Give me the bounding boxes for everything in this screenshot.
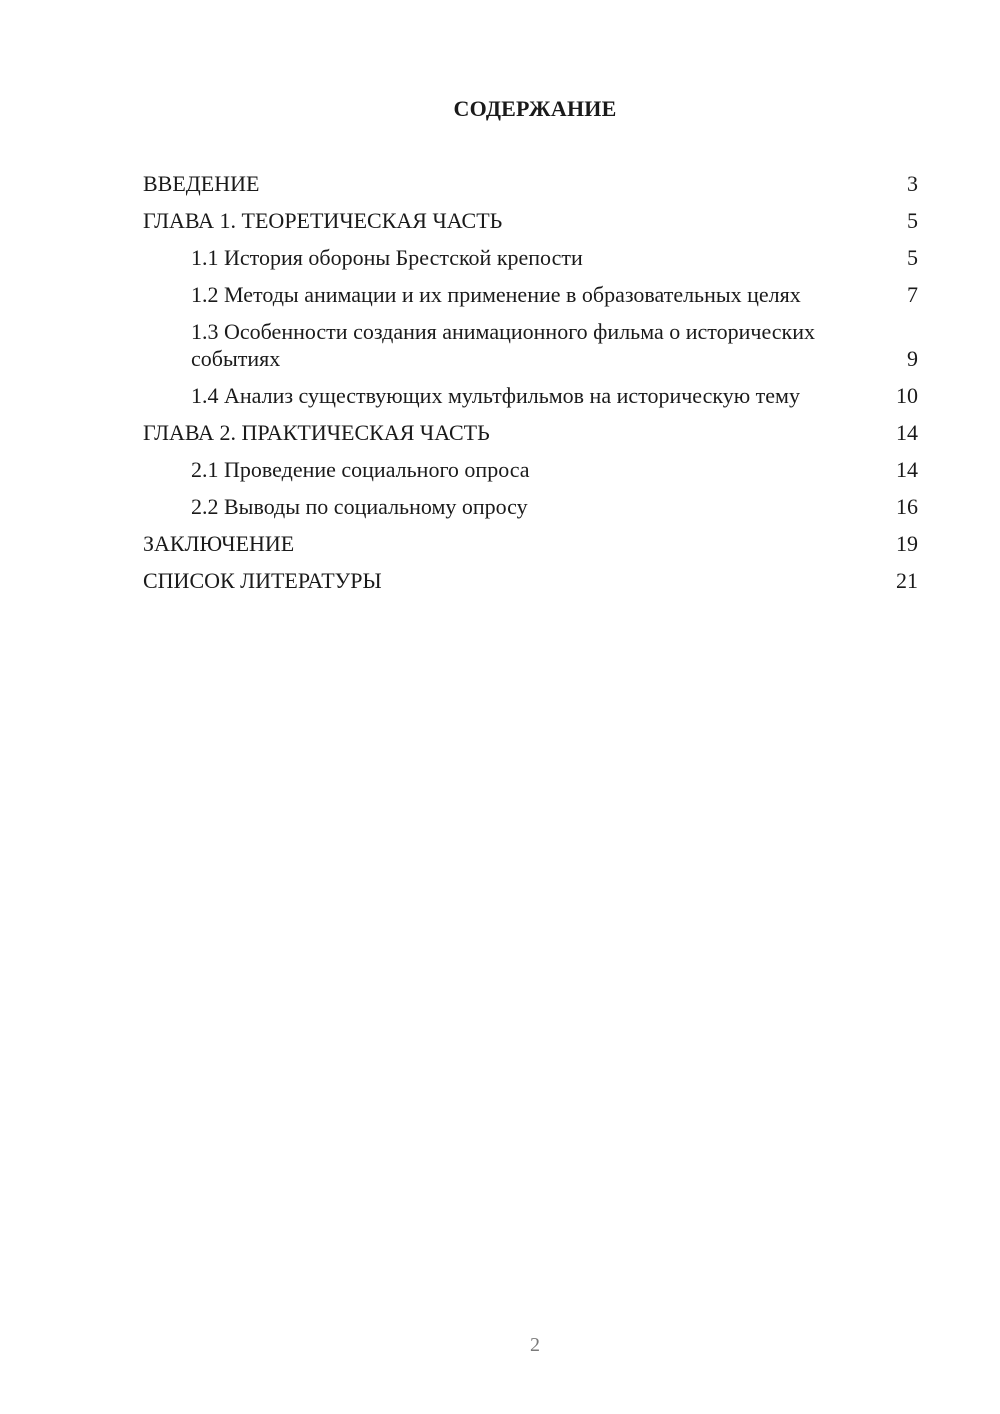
toc-entry-section-1-3[interactable] xyxy=(143,318,918,372)
toc-entry-page: 10 xyxy=(896,383,918,408)
toc-entry-page: 16 xyxy=(896,494,918,519)
table-of-contents xyxy=(143,170,918,604)
toc-entry-title: 2.1 Проведение социального опроса xyxy=(191,457,530,482)
toc-entry-title: ВВЕДЕНИЕ xyxy=(143,171,260,196)
toc-entry-bibliography[interactable] xyxy=(143,567,918,594)
toc-entry-chapter-2[interactable] xyxy=(143,419,918,446)
toc-entry-title: СПИСОК ЛИТЕРАТУРЫ xyxy=(143,568,382,593)
toc-entry-title: 2.2 Выводы по социальному опросу xyxy=(191,494,528,519)
toc-entry-title: 1.3 Особенности создания анимационного фильма о исторических событиях xyxy=(191,319,815,371)
toc-entry-section-1-4[interactable] xyxy=(143,382,918,409)
toc-entry-page: 7 xyxy=(907,282,918,307)
toc-entry-title: ЗАКЛЮЧЕНИЕ xyxy=(143,531,295,556)
toc-entry-section-1-2[interactable] xyxy=(143,281,918,308)
toc-entry-conclusion[interactable] xyxy=(143,530,918,557)
toc-entry-page: 14 xyxy=(896,420,918,445)
toc-entry-title: 1.1 История обороны Брестской крепости xyxy=(191,245,583,270)
toc-entry-page: 21 xyxy=(896,568,918,593)
toc-entry-title: 1.4 Анализ существующих мультфильмов на историческую тему xyxy=(191,383,800,408)
toc-entry-page: 14 xyxy=(896,457,918,482)
toc-entry-title: ГЛАВА 2. ПРАКТИЧЕСКАЯ ЧАСТЬ xyxy=(143,420,490,445)
toc-entry-page: 5 xyxy=(907,245,918,270)
toc-entry-chapter-1[interactable] xyxy=(143,207,918,234)
toc-entry-page: 5 xyxy=(907,208,918,233)
toc-entry-title: ГЛАВА 1. ТЕОРЕТИЧЕСКАЯ ЧАСТЬ xyxy=(143,208,503,233)
page-number: 2 xyxy=(530,1334,540,1356)
toc-entry-section-2-2[interactable] xyxy=(143,493,918,520)
toc-entry-introduction[interactable] xyxy=(143,170,918,197)
toc-entry-page: 9 xyxy=(907,346,918,371)
page-title: СОДЕРЖАНИЕ xyxy=(453,96,617,121)
toc-entry-section-2-1[interactable] xyxy=(143,456,918,483)
toc-entry-title: 1.2 Методы анимации и их применение в образовательных целях xyxy=(191,282,801,307)
toc-entry-page: 3 xyxy=(907,171,918,196)
toc-entry-page: 19 xyxy=(896,531,918,556)
toc-entry-section-1-1[interactable] xyxy=(143,244,918,271)
